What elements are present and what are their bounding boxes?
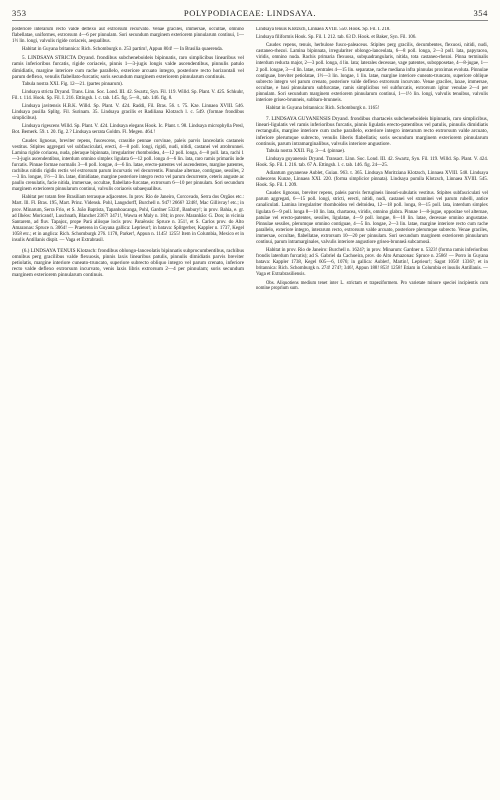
page-number-left: 353 [12, 8, 27, 18]
running-head [12, 8, 488, 21]
paragraph: Lindsaya tenuis Klotzsch, Linnaea XVIII. 550. Hook. Sp. Fil. I. 218. [256, 27, 391, 32]
paragraph: Lindsaya filiformis Hook. Sp. Fil. I. 212. tab. 63 D. Hook. et Baker, Syn. Fil. 106. [256, 35, 417, 41]
paragraph: Lindsaya rigescens Willd. Sp. Plant. V. 424. Lindsaya elegans Hook. Ic. Plant. t. 98. Lindsaya microphylla Presl, Bot. Bemerk. 59. t. 20. fig. 2.? Lindsaya serrata Goldm. Fl. Megen. 464.! [12, 124, 244, 136]
right-column [256, 27, 488, 294]
paragraph: (6.) LINDSAYA TENUIS Klotzsch: frondibus oblongo-lanceolatis bipinnatis subprocumbentibus, rachibus omnibus perg gracilibus valde flexuosis, pinnis laxis linearibus patulis, pinnulis dimidiatis parvis breviter petiolatis, margine interiore cuneato-truncato, superiore subrecto obliquo integro vel parum crenato, inferiore recto valde deflexo extrorsum incurvato, venis laxis libris extrorsum 2—4 per pinnulam; soris secundum marginem exteriorem pinnularum continuis. [12, 248, 244, 279]
paragraph: Adiantum guyanense Aublet, Guian. 963. t. 365. Lindsaya Moritziana Klotzsch, Linnaea XVIII. 548. Lindsaya cubescens Kunze, Linnaea XXI. 220. (forma simplicior pinnata). Lindsaya pumila Klotzsch, Linnaea XVIII. 545. Hook. Sp. Fil. I. 209. [256, 170, 488, 189]
paragraph: Caudex lignosus, breviter repens, fuscescens, crassitie pennae corvinae, paleis parvis lanceolatis castaneis vestitus. Stipites aggregati vel subfasciculati, erecti, 4—8 poll. longi, rigidi, nudi, nitidi, castanei vel atrobrunnei. Lamina rigide coriacea, nuda, pleraque bipinnata, irregulariter rhomboidea, 4—12 poll. longa, 4—8 poll. lata, rachi 1—3-jugis ascendentibus, interdum omnino simplex ligulata 6—12 poll. longa 4—6 lin. lata, raro ramis primariis inde furcatis. Pinnae formae normalis 3—8 poll. longae, 4—6 lin. latae, erecto-patentes vel ascendentes, margine patentes, rachibus nitidis rigidis rectis vel extrorsum parum incurvatis vel decurrentis. Pinnulae alternae, contiguae, sessiles, 2—3 lin. longae, 1½—3 lin. latae, dimidiatae, margine posteriore integro recto vel parum decurrente, ceteris anguste ac paullo crenulatis, facie nitida, immersae, occultae, flabellato-furcatae, extrorsum 6—10 per pinnulam. Sori secundum marginem exteriorem pinnularum continui, valvulis coriaceis subaequalibus. [12, 138, 244, 193]
paragraph: Lindsaya javitensis H.B.K. Willd. Sp. Plant. V. 424. Raddi, Fil. Bras. 56. t. 75. Kze. Linnaea XVIII. 546. Lindsaya pusilla Splitg. Fil. Surinam. 35. Lindsaya gracilis et Radiliana Klotzsch l. c. 549. (formae frondibus simplicibus). [12, 104, 244, 122]
paragraph: Caudex repens, tenuis, herbulose fusco-paleaceus. Stipites perg gracilis, decumbentes, flexuosi, nitidi, nudi, castaneo-rhezoi. Lamina bipinnata, irregulariter oblongo-lanceolata, 6—8 poll. longa, 2—3 poll. lata, papyracea, viridis, omnino nuda. Rachis primaria flexuosa, subquadrangularis, nitida, tota castaneo-rhezoi. Pinna terminalis interdum reducta major, 2—3 poll. longa, 4 lin. lata; laterales decessae, vage patentes, subopposetae, 4—8-jugae, 1—2 poll. longae, 3—4 lin. latae, centrales 4—15 lin. separatae, rache mediana infra pinnulas proximas evoluta. Pinnulae contiguae, breviter petiolatae, 1½—3 lin. longae, 1 lin. latae, margine interiore cuneato-truncato, superiore oblique subrecto integro vel parum crenato, posteriore valde deflexo extrorsum incurvato. Venae graciles, laxae, immersae, occultae, e basi pinnularum subfurcatae, ramis simplicibus vel subfurcatis, extrorsum igitur venulae 2—4 per pinnulam. Sori secundum marginem exteriorem pinnularum continui, 1—1½ lin. longi, valvulis tenuibus, valvulis interiore griseo-brunneis, subbaro-brunneis. [256, 43, 488, 104]
page-number-right: 354 [473, 8, 488, 18]
paragraph: Tabula nostra XXII. Fig. 3—4. (pinnae). [266, 148, 346, 154]
paragraph: 7. LINDSAYA GUYANENSIS Dryand. frondibus chartaceis subcheneboideis bipinnatis, raro simplicibus, lineari-ligulatis vel ramis inferioribus furcatis, pinnis ligulatis erecto-patentibus vel patulis, pinnulis dimidiatis rectangulis, margine interiore cum rache parallelo, exteriore integro interarum recto extrorsum valde arcuato, inferiore plerumque subrecto, venulis liberis flabellatis; soris secundum marginem exteriorem pinnularum continuis, parum intramarginalibus, valvulis interiore angustiore. [256, 116, 488, 147]
paragraph: Lindsaya stricta Dryand. Trans. Linn. Soc. Lond. III. 42. Swartz, Syn. Fil. 119. Willd. Sp. Plant. V. 425. Schkuhr, Fil. t. 114. Hook. Sp. Fil. I. 216. Ettingsh. l. c. tab. 145. fig. 5—8., tab. 146. fig. 8. [12, 89, 244, 101]
paragraph: Tabula nostra XXI. Fig. 12—21. (partes pinnarum). [22, 81, 123, 87]
paragraph: Habitat in Guyana britannica: Rich. Schomburgk n. 253 partim!, Appun 804! — In Brasilia quaerenda. [22, 47, 223, 53]
paragraph: Habitat per totam fere Brasiliam terrasque adjacentes. In prov. Rio de Janeiro, Corcovado, Serra dos Orgãos etc.: Mart. Ill. Fl. Bras. 195, Mart. Prinz. Vidensk. Pohl, Langsdorff, Burchell n. 947! 2666? 3248!, Mac Gillivray! etc.; in prov. Minarum, Serra Frio, et S. João Baptista, Tapanhoacanga, Pohl, Gardner 5324!, Banbury!; in prov. Bahia, e. gr. ad Ilhéos: Moricand!, Luschnath, Blanchet 2367! 3471!, Wawra et Maly n. 184; in prov. Maranhão: G. Don; in vicinia Santarem, ad fluv. Tapajoz, prope Pará aliisque locis prov. Paraënsis: Spruce n. 351!, et S. Carlos prov. do Alto Amazonas: Spruce n. 3064! — Praeterea in Guyana gallica: Leprieur!; in batava: Splitgerber, Kappler n. 1737, Kegel 1058 etc.; et in anglica: Rich. Schomburgk 276. 1178, Parker!, Appun n. 1145! 1255! Item in Columbia, Mexico et in insulis Antillanis dispit. — Vaga et Extrabrasil. [12, 195, 244, 243]
paragraph: Lindsaya guyanensis Dryand. Transact. Linn. Soc. Lond. III. 42. Swartz, Syn. Fil. 119. Willd. Sp. Plant. V. 424. Hook. Sp. Fil. I. 216. tab. 67 A. Ettingsh. l. c. tab. 146. fig. 24—25. [256, 156, 488, 168]
paragraph: 5. LINDSAYA STRICTA Dryand. frondibus subcheneboideis bipinnatis, raro simplicibus linearibus vel ramis inferioribus furcatis, rigide coriaceis, pinnis 1—3-jugis longis valde ascendentibus, pinnulis patulo dimidiatis, margine interiore cum rache parallelo, exteriore arcuato integro, posteriore recto horizontali vel parum deflexo, venulis flabellato-furcatis; soris secundum marginem exteriorem pinnularum continuis. [12, 55, 244, 80]
two-column-body [12, 27, 488, 294]
paragraph: posteriore interarum recto valde deflexo aut extrorsum recurvato. Venae graciles, immersae, occultae, omnino flabellatae, uniformes, extrorsum 4—6 per pinnulam. Sori secundum marginem exteriorem pinnularum continui, 1—1½ lin. longi, valvulis rigide coriaceis, aequalibus. [12, 27, 244, 45]
paragraph: Caudex lignosus, breviter repens, paleis parvis ferrugineis lineari-subulatis vestitus. Stipites subfasciculati vel parum aggregati, 6—15 poll. longi, stricti, erecti, nitidi, nudi, castanei vel straminei vel parum rubelli, antice canaliculati. Lamina irregulariter rhomboidea vel deltoidea, 12—18 poll. longa, 8—15 poll. lata, interdum simplex ligulata 6—9 poll. longa 8—10 lin. lata, chartacea, viridis, omnino glabra. Pinnae 1—8-jugae, oppositae vel alternae, patulae vel erecto-patentes, sessiles, ligulatae, 4—9 poll. longae, 8—10 lin. latae, decessae omnino angustatae. Pinnulae sessiles, plerumque omnino contiguae, 4—5 lin. longae, 2—3 lin. latae, margine interiore recto cum rache parallelo, exteriore integro, interarum recto, extrorsum valde arcuato, posteriore plerumque subrecto. Venae graciles, immersae, occultae, flabellatae, extrorsum 10—20 per pinnulam. Sori secundum marginem exteriorem pinnularum continui, parum intramarginales, valvulis interiore angustiore griseo-brunneâ subcarnosâ. [256, 191, 488, 245]
paragraph: Habitat in Guyana britannica: Rich. Schomburgk n. 1165! [266, 106, 380, 112]
paragraph: Obs. Aliquotiens medium tenet inter L. strictam et trapeziformem. Pro varietate minore speciei incipientis cum nomine proprium sum. [256, 280, 488, 292]
running-title: POLYPODIACEAE: LINDSAYA. [183, 8, 317, 18]
paragraph: Habitat in prov. Rio de Janeiro: Burchell n. 1624?; in prov. Minarum: Gardner n. 5323! (forma ramis inferioribus frondis laterdum furcatis); ad S. Gabriel da Cachoeira, prov. do Alto Amazonas: Spruce n. 2586! — Porro in Guyana batava: Kappler 1738, Kegel 605—6, 1076; in gallica: Aublet!, Martin!, Leprieur!; Sagot 1050! 1336?; et in britannica: Rich. Schomburgk n. 274! 274?; 346!, Appun 188! 853! 1258! Etiam in Columbia et insulis Antillanis. — Vaga et Extrabrasiliensis. [256, 248, 488, 278]
left-column [12, 27, 244, 294]
